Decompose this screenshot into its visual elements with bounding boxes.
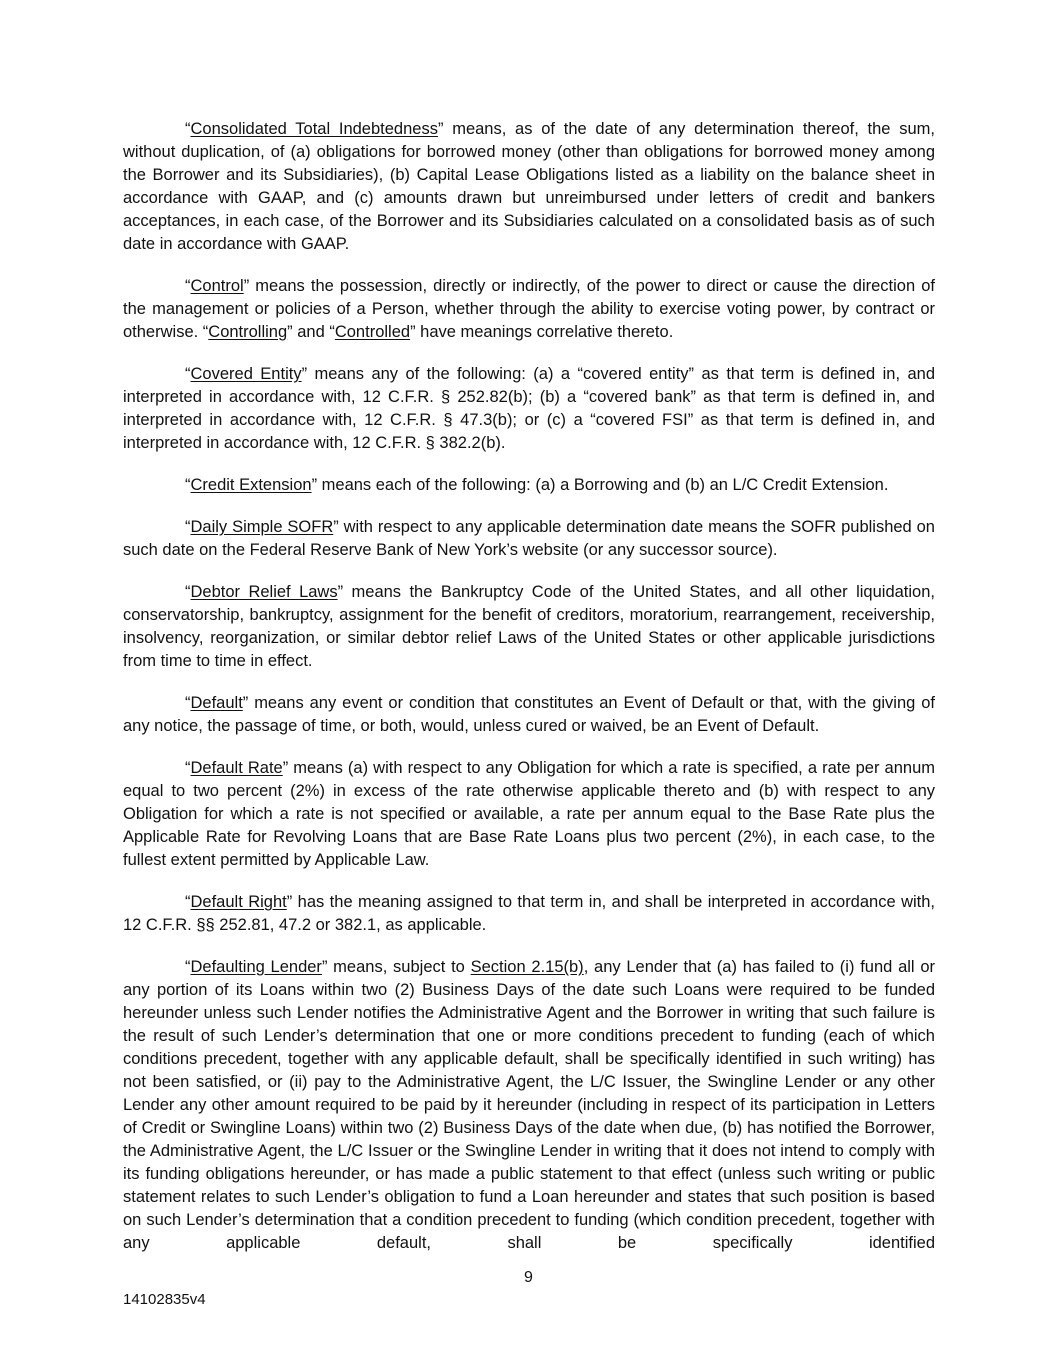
defined-term: Section 2.15(b): [470, 958, 584, 976]
defined-term: Controlled: [334, 323, 411, 341]
definition-paragraph: [123, 474, 935, 497]
text-run: “: [185, 958, 191, 976]
text-run: ” means the Bankruptcy Code of the United States, and all other liquidation, conservatorship, bankruptcy, assignment for the benefit of creditors, moratorium, rearrangement, receivership, insolvency, reorganization, or similar debtor relief Laws of the United States or other applicable jurisdictions from time to time in effect.: [123, 583, 935, 670]
text-run: ” means (a) with respect to any Obligation for which a rate is specified, a rate per annum equal to two percent (2%) in excess of the rate otherwise applicable thereto and (b) with respect to any Obligation for which a rate is not specified or available, a rate per annum equal to the Base Rate plus the Applicable Rate for Revolving Loans that are Base Rate Loans plus two percent (2%), in each case, to the fullest extent permitted by Applicable Law.: [123, 759, 935, 869]
definition-paragraph: [123, 581, 935, 673]
definition-paragraph: [123, 757, 935, 872]
text-run: , any Lender that (a) has failed to (i) fund all or any portion of its Loans within two (2) Business Days of the date such Loans were required to be funded hereunder unless such Lender notifies the Administrative Agent and the Borrower in writing that such failure is the result of such Lender’s determination that one or more conditions precedent to funding (each of which conditions precedent, together with any applicable default, shall be specifically identified in such writing) has not been satisfied, or (ii) pay to the Administrative Agent, the L/C Issuer, the Swingline Lender or any other Lender any other amount required to be paid by it hereunder (including in respect of its participation in Letters of Credit or Swingline Loans) within two (2) Business Days of the date when due, (b) has notified the Borrower, the Administrative Agent, the L/C Issuer or the Swingline Lender in writing that it does not intend to comply with its funding obligations hereunder, or has made a public statement to that effect (unless such writing or public statement relates to such Lender’s obligation to fund a Loan hereunder and states that such position is based on such Lender’s determination that a condition precedent to funding (which condition precedent, together with any applicable default, shall be specifically identified: [123, 958, 936, 1252]
text-run: ” and “: [287, 323, 335, 341]
document-id: 14102835v4: [123, 1291, 206, 1308]
defined-term: Defaulting Lender: [190, 958, 322, 976]
text-run: ” means the possession, directly or indirectly, of the power to direct or cause the direction of the management or policies of a Person, whether through the ability to exercise voting power, by contract or otherwise. “: [123, 277, 935, 341]
defined-term: Daily Simple SOFR: [190, 518, 334, 536]
text-run: ” means any of the following: (a) a “covered entity” as that term is defined in, and interpreted in accordance with, 12 C.F.R. § 252.82(b); (b) a “covered bank” as that term is defined in, and interpreted in accordance with, 12 C.F.R. § 47.3(b); or (c) a “covered FSI” as that term is defined in, and interpreted in accordance with, 12 C.F.R. § 382.2(b).: [123, 365, 935, 452]
text-run: “: [185, 120, 191, 138]
definition-paragraph: [123, 275, 935, 344]
text-run: ” has the meaning assigned to that term in, and shall be interpreted in accordance with, 12 C.F.R. §§ 252.81, 47.2 or 382.1, as applicable.: [123, 893, 935, 934]
defined-term: Credit Extension: [190, 476, 312, 494]
defined-term: Covered Entity: [190, 365, 302, 383]
text-run: ” have meanings correlative thereto.: [410, 323, 674, 341]
defined-term: Consolidated Total Indebtedness: [190, 120, 438, 138]
text-run: “: [185, 893, 191, 911]
text-run: “: [185, 365, 191, 383]
text-run: ” means, as of the date of any determination thereof, the sum, without duplication, of (a) obligations for borrowed money (other than obligations for borrowed money among the Borrower and its Subsidiaries), (b) Capital Lease Obligations listed as a liability on the balance sheet in accordance with GAAP, and (c) amounts drawn but unreimbursed under letters of credit and bankers acceptances, in each case, of the Borrower and its Subsidiaries calculated on a consolidated basis as of such date in accordance with GAAP.: [123, 120, 935, 253]
text-run: ” with respect to any applicable determination date means the SOFR published on such date on the Federal Reserve Bank of New York’s website (or any successor source).: [123, 518, 935, 559]
definition-paragraph: [123, 956, 935, 1255]
defined-term: Control: [190, 277, 244, 295]
defined-term: Controlling: [208, 323, 288, 341]
text-run: ” means any event or condition that constitutes an Event of Default or that, with the giving of any notice, the passage of time, or both, would, unless cured or waived, be an Event of Default.: [123, 694, 935, 735]
defined-term: Default Rate: [190, 759, 283, 777]
definition-paragraph: [123, 516, 935, 562]
text-run: “: [185, 583, 191, 601]
text-run: “: [185, 694, 191, 712]
page-number: 9: [524, 1269, 533, 1286]
definition-paragraph: [123, 363, 935, 455]
definition-paragraph: [123, 118, 935, 256]
text-run: “: [185, 759, 191, 777]
definition-paragraph: [123, 692, 935, 738]
defined-term: Default Right: [190, 893, 287, 911]
text-run: “: [185, 277, 191, 295]
text-run: “: [185, 476, 191, 494]
text-run: “: [185, 518, 191, 536]
defined-term: Debtor Relief Laws: [190, 583, 338, 601]
text-run: ” means each of the following: (a) a Borrowing and (b) an L/C Credit Extension.: [311, 476, 889, 494]
defined-term: Default: [190, 694, 243, 712]
text-run: ” means, subject to: [321, 958, 471, 976]
document-body: [123, 118, 935, 1274]
definition-paragraph: [123, 891, 935, 937]
